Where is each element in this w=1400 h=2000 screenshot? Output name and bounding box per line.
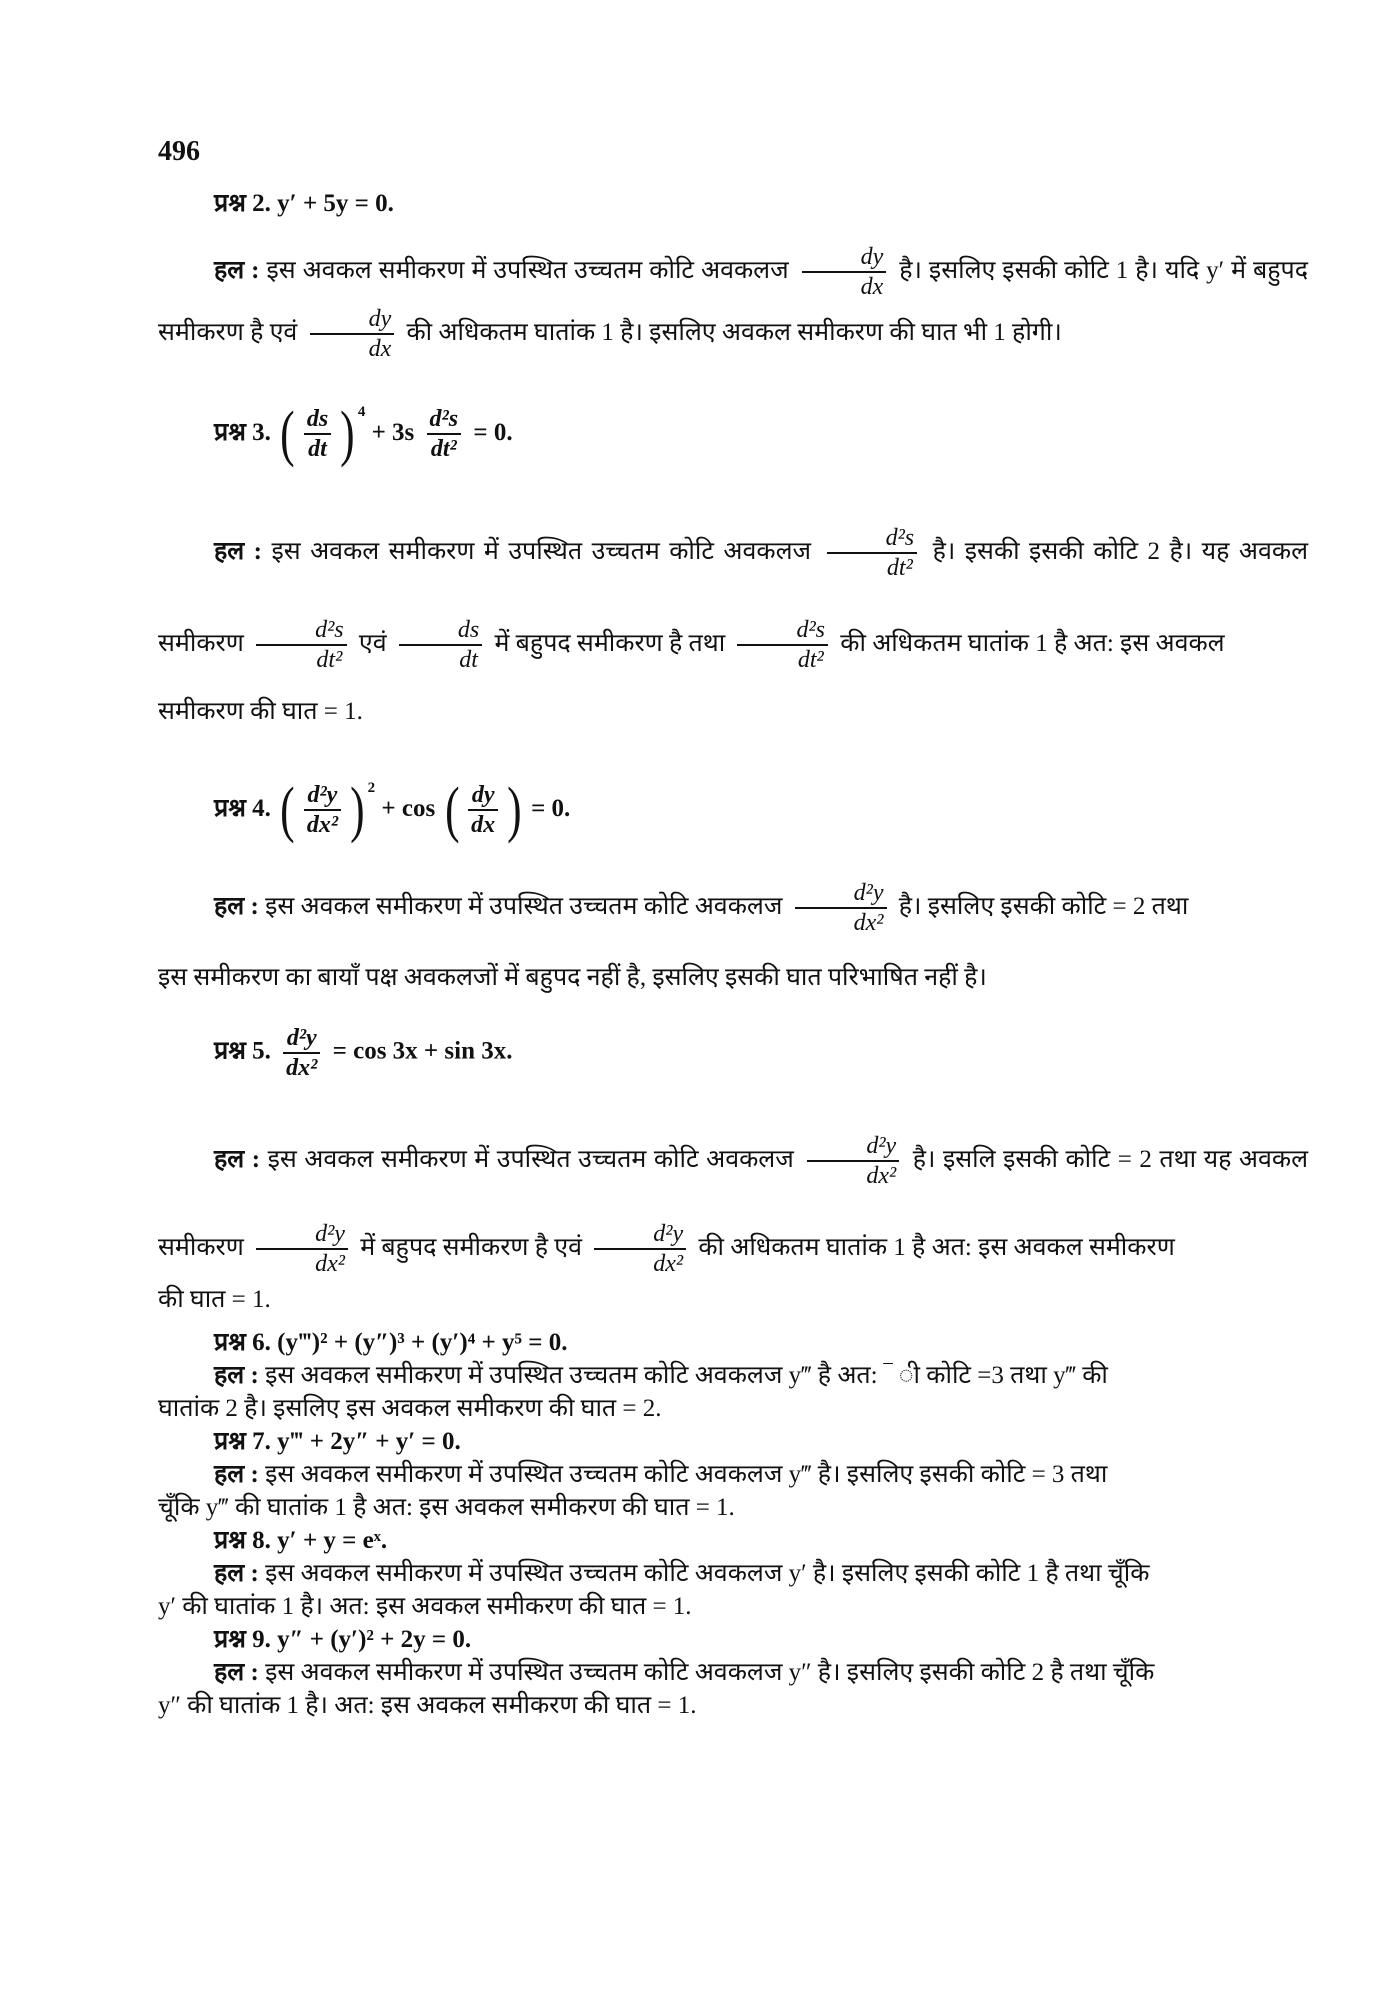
question-label: प्रश्न 6. [214,1329,271,1356]
question-label: प्रश्न 3. [214,419,271,446]
question-label: प्रश्न 2. [214,190,271,217]
question-4: प्रश्न 4. ( $\frac{\text{d²y}}{\text{dx²}}$ ) $^2$ + cos ( $\frac{dy}{dx}$ ) = 0. [214,776,571,845]
fraction: $\frac{dy}{dx}$ [802,243,887,301]
solution-8: हल : इस अवकल समीकरण में उपस्थित उच्चतम कोटि अवकलज y′ है। इसलिए इसकी कोटि 1 है तथा चूँकि [214,1560,1150,1587]
solution-5: हल : इस अवकल समीकरण में उपस्थित उच्चतम कोटि अवकलज $\frac{\text{d²y}}{\text{dx²}}$ है। इसलि इसकी कोटि = 2 तथा यह अवकल समीकरण $\frac{\text{d²y}}{\text{dx²}}$ में बहुपद समीकरण है एवं $\frac{\text{d²y}}{\text{dx²}}$ की अधिकतम घातांक 1 है अत: इस अवकल समीकरण [158,1133,1309,1278]
solution-3-end: समीकरण की घात = 1. [158,698,363,725]
question-7: प्रश्न 7. y‴ + 2y″ + y′ = 0. [214,1428,461,1455]
solution-label: हल : [214,257,260,284]
question-3: प्रश्न 3. ( $\frac{ds}{dt}$ ) $^4$ + 3s $\frac{\text{d²s}}{\text{dt²}}$ = 0. [214,400,513,469]
solution-9: हल : इस अवकल समीकरण में उपस्थित उच्चतम कोटि अवकलज y″ है। इसलिए इसकी कोटि 2 है तथा चूँकि [214,1659,1155,1686]
question-label: प्रश्न 7. [214,1428,271,1455]
question-9: प्रश्न 9. y″ + (y′)² + 2y = 0. [214,1626,472,1653]
solution-label: हल : [214,1146,261,1173]
question-label: प्रश्न 9. [214,1626,271,1653]
solution-4-end: इस समीकरण का बायाँ पक्ष अवकलजों में बहुपद नहीं है, इसलिए इसकी घात परिभाषित नहीं है। [158,964,987,991]
solution-label: हल : [214,538,262,565]
solution-label: हल : [214,893,259,920]
solution-3: हल : इस अवकल समीकरण में उपस्थित उच्चतम कोटि अवकलज $\frac{\text{d²s}}{\text{dt²}}$ है। इसकी इसकी कोटि 2 है। यह अवकल समीकरण $\frac{\text{d²s}}{\text{dt²}}$ एवं $\frac{ds}{dt}$ में बहुपद समीकरण है तथा $\frac{\text{d²s}}{\text{dt²}}$ की अधिकतम घातांक 1 है अत: इस अवकल [158,525,1309,674]
questions-6-9: प्रश्न 6. (y‴)² + (y″)³ + (y′)⁴ + y⁵ = 0. हल : इस अवकल समीकरण में उपस्थित उच्चतम कोटि अवकलज y‴ है अत: ‾ ी कोटि =3 तथा y‴ की घातांक 2 है। इसलिए इस अवकल समीकरण की घात = 2. प्रश्न 7. y‴ + 2y″ + y′ = 0. हल : इस अवकल समीकरण में उपस्थित उच्चतम कोटि अवकलज y‴ है। इसलिए इसकी कोटि = 3 तथा चूँकि y‴ की घातांक 1 है अत: इस अवकल समीकरण की घात = 1. प्रश्न 8. y′ + y = eˣ. हल : इस अवकल समीकरण में उपस्थित उच्चतम कोटि अवकलज y′ है। इसलिए इसकी कोटि 1 है तथा चूँकि y′ की घातांक 1 है। अत: इस अवकल समीकरण की घात = 1. प्रश्न 9. y″ + (y′)² + 2y = 0. हल : इस अवकल समीकरण में उपस्थित उच्चतम कोटि अवकलज y″ है। इसलिए इसकी कोटि 2 है तथा चूँकि y″ की घातांक 1 है। अत: इस अवकल समीकरण की घात = 1. [158,1326,1308,1722]
question-6: प्रश्न 6. (y‴)² + (y″)³ + (y′)⁴ + y⁵ = 0. [214,1329,568,1356]
question-label: प्रश्न 5. [214,1037,271,1065]
question-label: प्रश्न 8. [214,1527,271,1554]
equation: y′ + 5y = 0. [277,190,394,217]
page-number: 496 [158,136,200,167]
question-8: प्रश्न 8. y′ + y = eˣ. [214,1527,388,1554]
solution-2: हल : इस अवकल समीकरण में उपस्थित उच्चतम कोटि अवकलज $\frac{dy}{dx}$ है। इसलिए इसकी कोटि 1 है। यदि y′ में बहुपद समीकरण है एवं $\frac{dy}{dx}$ की अधिकतम घातांक 1 है। इसलिए अवकल समीकरण की घात भी 1 होगी। [158,244,1308,363]
question-2 [158,184,1308,224]
fraction: $\frac{dy}{dx}$ [310,305,395,363]
solution-7: हल : इस अवकल समीकरण में उपस्थित उच्चतम कोटि अवकलज y‴ है। इसलिए इसकी कोटि = 3 तथा [214,1461,1108,1488]
question-5: प्रश्न 5. $\frac{\text{d²y}}{\text{dx²}}$ = cos 3x + sin 3x. [214,1025,513,1081]
solution-5-end: की घात = 1. [158,1286,271,1313]
question-label: प्रश्न 4. [214,795,271,822]
solution-6: हल : इस अवकल समीकरण में उपस्थित उच्चतम कोटि अवकलज y‴ है अत: ‾ ी कोटि =3 तथा y‴ की [214,1362,1108,1389]
solution-4: हल : इस अवकल समीकरण में उपस्थित उच्चतम कोटि अवकलज $\frac{\text{d²y}}{\text{dx²}}$ है। इसलिए इसकी कोटि = 2 तथा [214,880,1189,937]
